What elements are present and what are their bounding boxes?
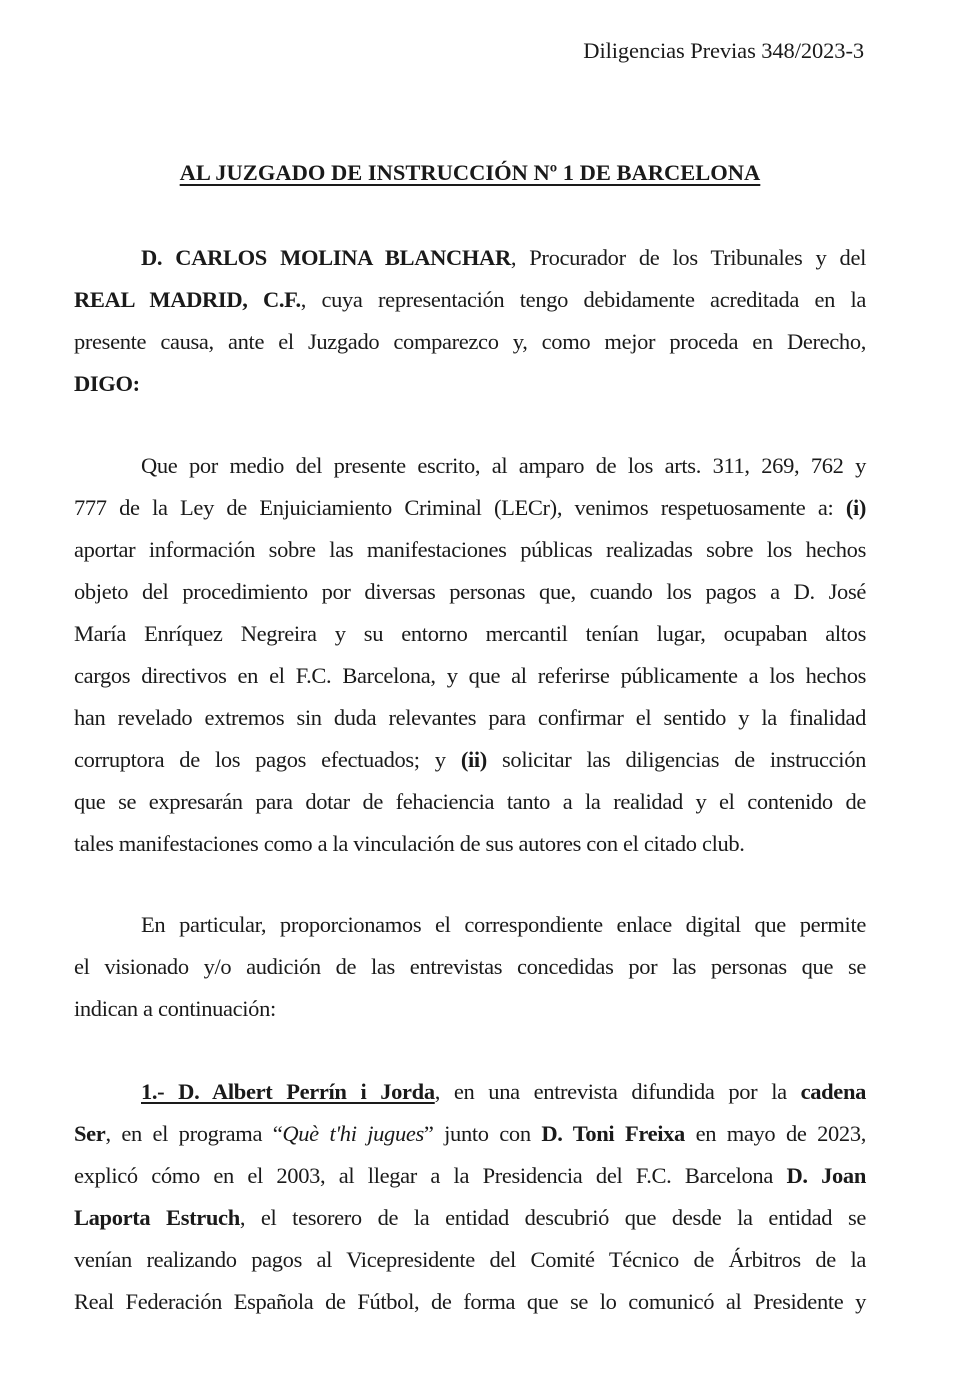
text-span: , en una entrevista difundida por la [434, 1079, 801, 1104]
text-span: Real Federación Española de Fútbol, de forma que se lo comunicó al Presidente y [74, 1289, 866, 1314]
text-span: explicó cómo en el 2003, al llegar a la Presidencia del F.C. Barcelona [74, 1163, 787, 1188]
bold-text: (ii) [460, 747, 487, 772]
text-line [74, 1239, 866, 1281]
bold-text: cadena [800, 1079, 867, 1104]
bold-text: (i) [845, 495, 866, 520]
text-line [74, 739, 866, 781]
text-span: , Procurador de los Tribunales y del [510, 245, 866, 270]
text-span: 777 de la Ley de Enjuiciamiento Criminal (LECr), venimos respetuosamente a: [74, 495, 846, 520]
bold-text: DIGO: [74, 371, 140, 396]
text-line [74, 823, 866, 865]
text-span: Que por medio del presente escrito, al amparo de los arts. 311, 269, 762 y [141, 453, 866, 478]
text-line [74, 613, 866, 655]
bold-text: D. Joan [786, 1163, 866, 1188]
text-span: el visionado y/o audición de las entrevistas concedidas por las personas que se [74, 954, 866, 979]
text-line [74, 1281, 866, 1323]
italic-text: Què t'hi jugues [282, 1121, 424, 1146]
text-line [74, 1197, 866, 1239]
text-span: corruptora de los pagos efectuados; y [74, 747, 461, 772]
text-span: que se expresarán para dotar de fehaciencia tanto a la realidad y el contenido de [74, 789, 866, 814]
text-line [74, 363, 866, 405]
text-line [74, 904, 866, 946]
paragraph-item-1 [74, 1071, 866, 1323]
bold-text: Laporta Estruch [74, 1205, 240, 1230]
text-span: , en el programa “ [105, 1121, 283, 1146]
text-span: han revelado extremos sin duda relevantes para confirmar el sentido y la finalidad [74, 705, 866, 730]
text-line [74, 279, 866, 321]
court-title: AL JUZGADO DE INSTRUCCIÓN Nº 1 DE BARCELONA [179, 160, 761, 185]
text-span: aportar información sobre las manifestaciones públicas realizadas sobre los hechos [74, 537, 866, 562]
text-span: venían realizando pagos al Vicepresidente del Comité Técnico de Árbitros de la [74, 1247, 866, 1272]
bold-text: Ser [74, 1121, 106, 1146]
bold-text: D. Toni Freixa [541, 1121, 685, 1146]
text-line [74, 1071, 866, 1113]
text-span: presente causa, ante el Juzgado comparezco y, como mejor proceda en Derecho, [74, 329, 866, 354]
text-span: , el tesorero de la entidad descubrió que desde la entidad se [239, 1205, 866, 1230]
bold-text: 1.- D. Albert Perrín i Jorda [141, 1079, 435, 1104]
text-line [74, 529, 866, 571]
text-line [74, 781, 866, 823]
text-span: cargos directivos en el F.C. Barcelona, y que al referirse públicamente a los hechos [74, 663, 866, 688]
bold-text: REAL MADRID, C.F. [74, 287, 301, 312]
text-line [74, 697, 866, 739]
text-line [74, 487, 866, 529]
text-span: solicitar las diligencias de instrucción [486, 747, 866, 772]
text-line [74, 237, 866, 279]
text-span: tales manifestaciones como a la vinculación de sus autores con el citado club. [74, 831, 745, 856]
text-span: en mayo de 2023, [684, 1121, 867, 1146]
text-span: ” junto con [423, 1121, 542, 1146]
text-span: , cuya representación tengo debidamente acreditada en la [300, 287, 866, 312]
text-line [74, 1155, 866, 1197]
text-span: María Enríquez Negreira y su entorno mercantil tenían lugar, ocupaban altos [74, 621, 866, 646]
text-line [74, 445, 866, 487]
paragraph-intro [74, 237, 866, 405]
text-line [74, 988, 866, 1030]
text-line [74, 655, 866, 697]
case-reference: Diligencias Previas 348/2023-3 [583, 38, 864, 63]
bold-text: D. CARLOS MOLINA BLANCHAR [141, 245, 511, 270]
text-span: indican a continuación: [74, 996, 276, 1021]
text-line [74, 571, 866, 613]
text-span: En particular, proporcionamos el correspondiente enlace digital que permite [141, 912, 866, 937]
text-line [74, 946, 866, 988]
text-line [74, 321, 866, 363]
text-span: objeto del procedimiento por diversas personas que, cuando los pagos a D. José [74, 579, 866, 604]
paragraph-purpose [74, 445, 866, 865]
text-line [74, 1113, 866, 1155]
paragraph-links [74, 904, 866, 1030]
